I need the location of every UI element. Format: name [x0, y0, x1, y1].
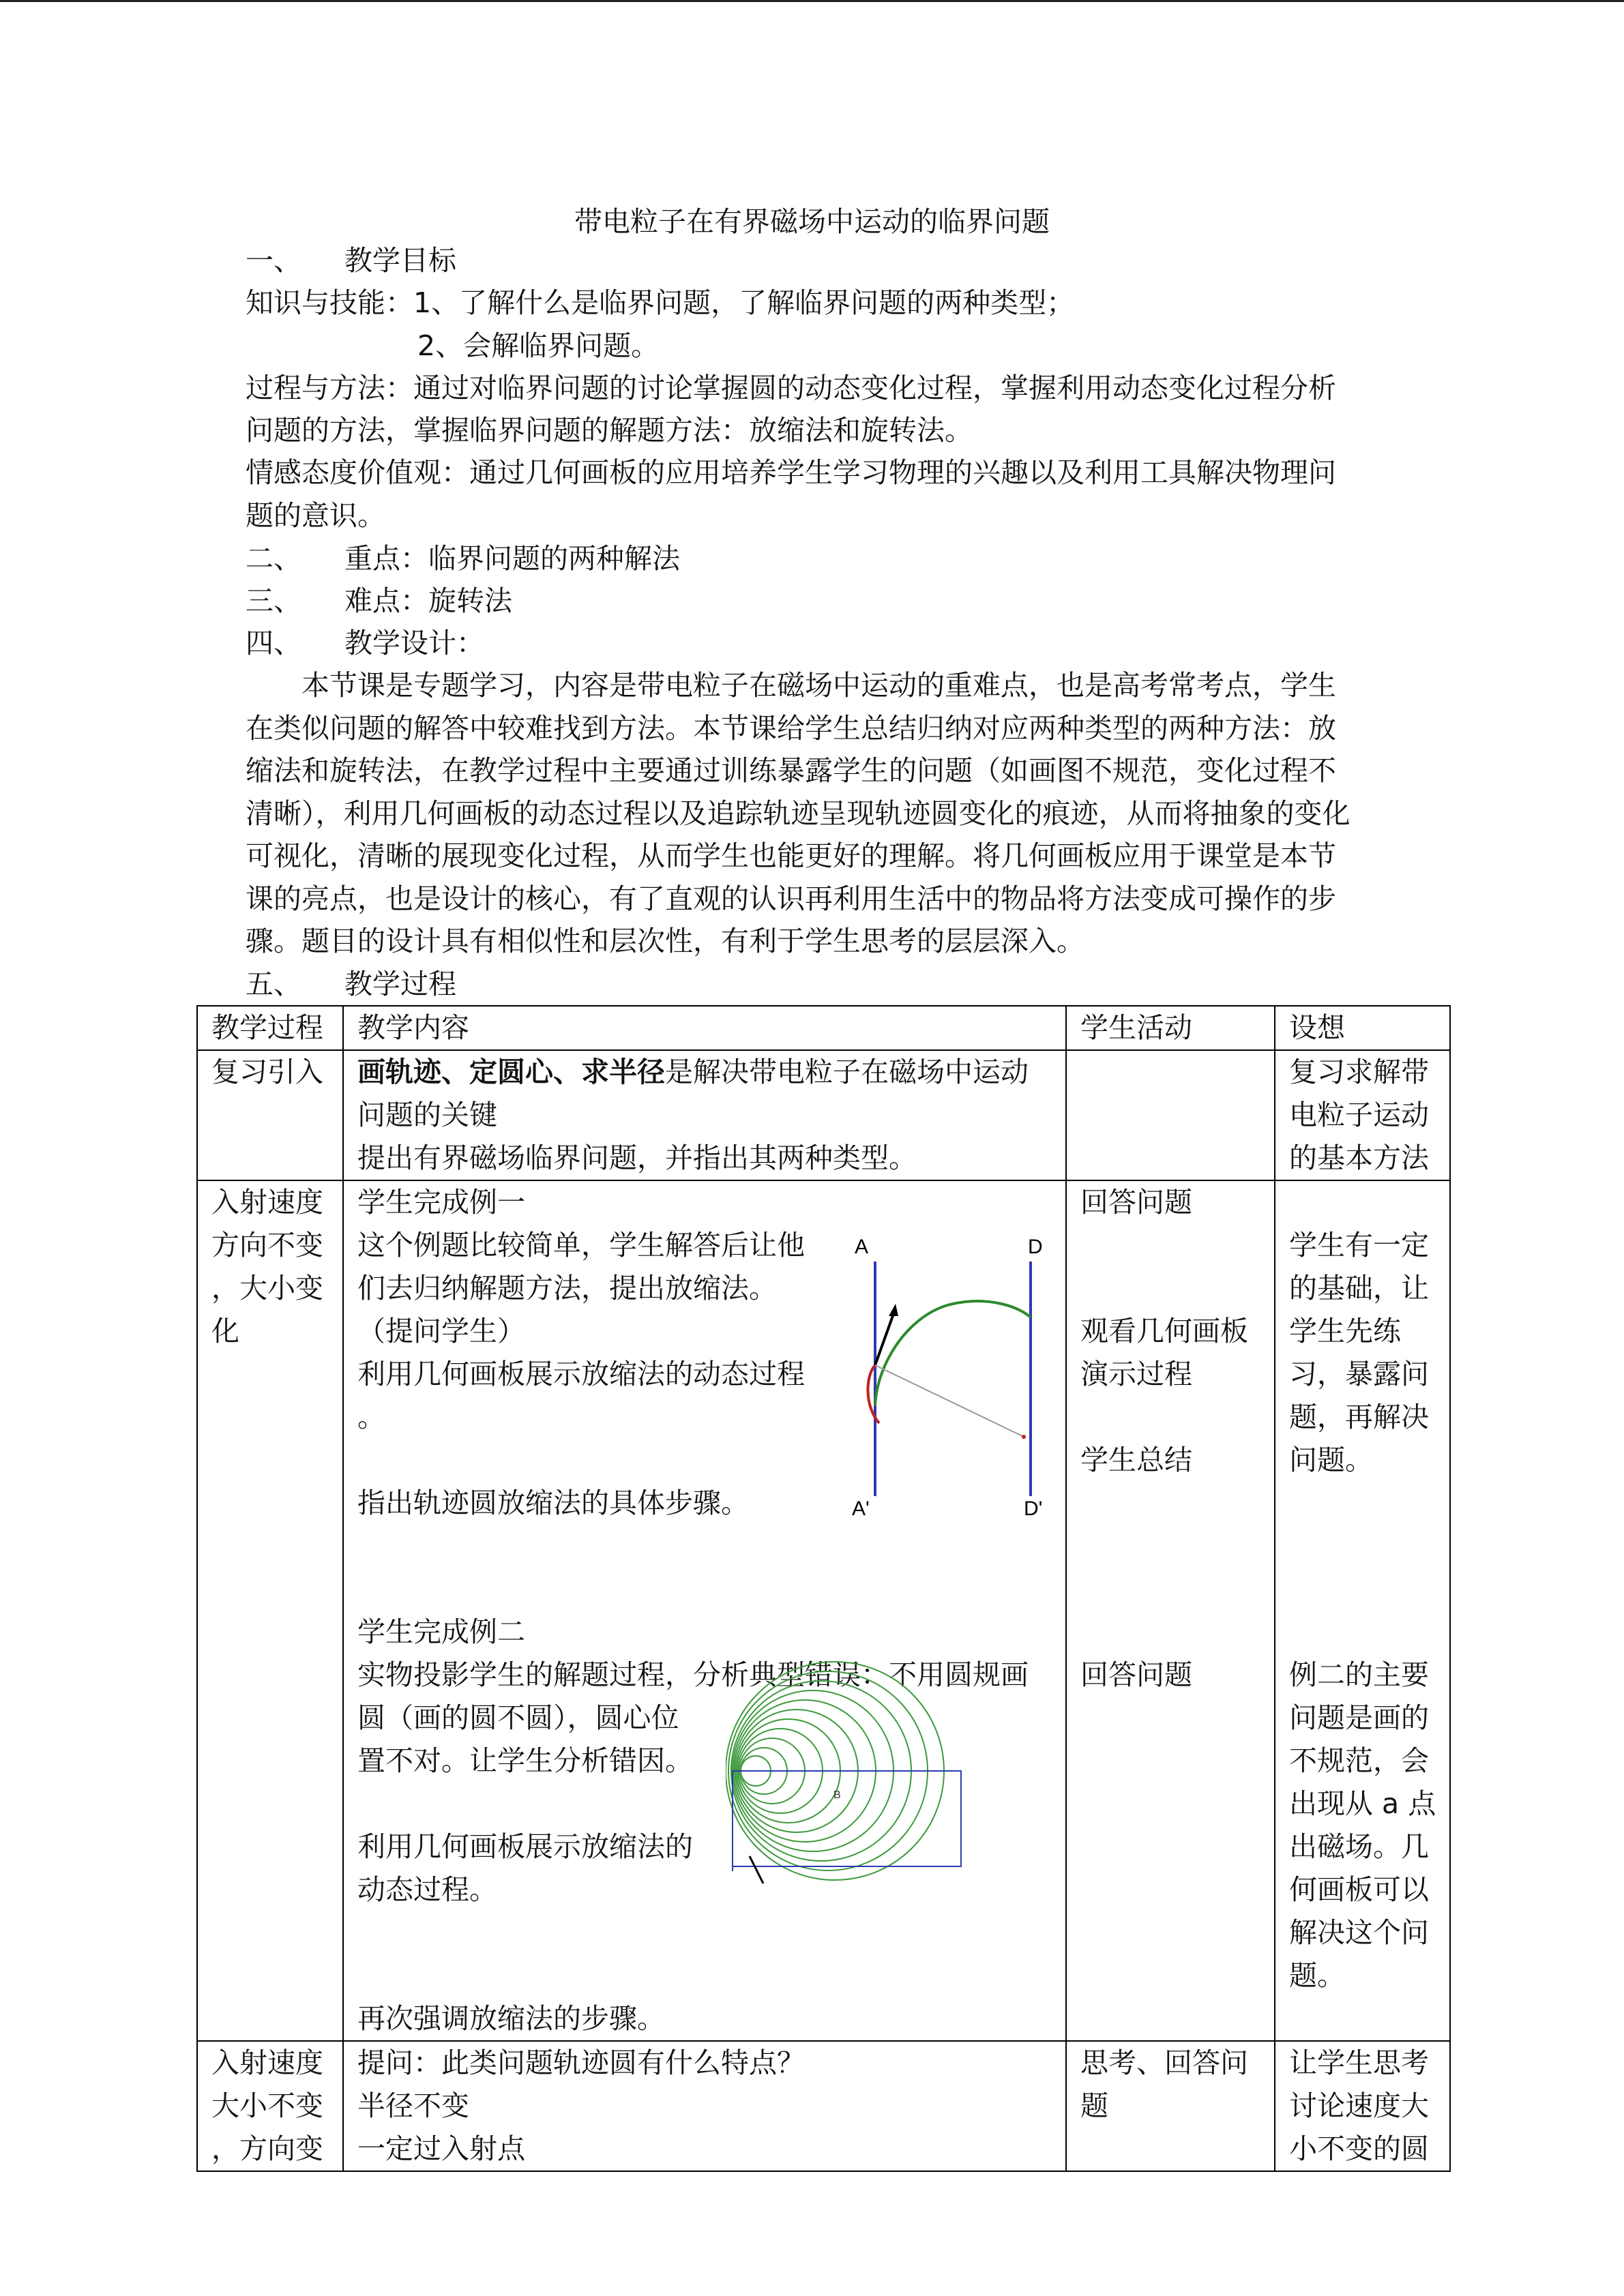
- design-line: 本节课是专题学习，内容是带电粒子在磁场中运动的重难点，也是高考常考点，学生: [301, 669, 1336, 702]
- page-title: 带电粒子在有界磁场中运动的临界问题: [574, 205, 1050, 238]
- table-row: [197, 1050, 1450, 1180]
- row2-content-line: 圆（画的圆不圆），圆心位: [357, 1701, 679, 1734]
- row1-idea: [1275, 1050, 1450, 1180]
- goal-knowledge-line-1: 知识与技能：1、了解什么是临界问题，了解临界问题的两种类型；: [246, 286, 1075, 319]
- row2-activity-line: [1080, 1525, 1263, 1568]
- table-row: [197, 1180, 1450, 2041]
- row2-activity-line: [1080, 1267, 1263, 1310]
- row2-idea-line: 学生有一定: [1289, 1229, 1429, 1262]
- row2-activity-line: 学生总结: [1080, 1444, 1192, 1476]
- row3-activity-line: 思考、回答问: [1080, 2046, 1248, 2079]
- row2-activity: [1066, 1180, 1275, 2041]
- row2-content-line: 们去归纳解题方法，提出放缩法。: [357, 1272, 777, 1304]
- label-b: B: [833, 1789, 841, 1801]
- row2-content-line: [357, 1911, 1054, 1954]
- goal-process-line-1: 过程与方法：通过对临界问题的讨论掌握圆的动态变化过程，掌握利用动态变化过程分析: [246, 372, 1336, 404]
- row1-idea-line: 的基本方法: [1289, 1142, 1429, 1174]
- row2-idea-line: 问题。: [1289, 1444, 1373, 1476]
- row2-activity-line: 回答问题: [1080, 1658, 1192, 1691]
- section-5-heading: 五、 教学过程: [246, 968, 456, 1000]
- row2-content-line: 这个例题比较简单，学生解答后让他: [357, 1229, 805, 1262]
- top-border: [0, 0, 1624, 2]
- row2-idea-line: [1289, 1482, 1438, 1525]
- row2-idea-line: 出现从 a 点: [1289, 1787, 1436, 1820]
- row2-content-line: 学生完成例一: [357, 1186, 525, 1219]
- row2-content-line: 置不对。让学生分析错因。: [357, 1744, 693, 1777]
- row2-content-line: [357, 1568, 1054, 1611]
- row2-content-line: [357, 1525, 1054, 1568]
- green-trajectory-arc: [875, 1301, 1031, 1406]
- row2-content-line: 再次强调放缩法的步骤。: [357, 2002, 665, 2035]
- row2-content-line: （提问学生）: [357, 1315, 525, 1347]
- goal-process-line-2: 问题的方法，掌握临界问题的解题方法：放缩法和旋转法。: [246, 414, 973, 447]
- row2-idea-line: [1289, 1525, 1438, 1568]
- goal-emotion-line-2: 题的意识。: [246, 499, 385, 532]
- example2-figure: [726, 1658, 971, 1887]
- row2-idea-line: 习，暴露问: [1289, 1358, 1429, 1390]
- row3-activity-line: 题: [1080, 2089, 1108, 2122]
- row3-stage-line: ，方向变: [211, 2132, 323, 2165]
- section-1-heading: 一、 教学目标: [246, 244, 456, 277]
- row1-text-line: 问题的关键: [357, 1099, 497, 1131]
- row1-idea-line: 电粒子运动: [1289, 1099, 1429, 1131]
- row2-content-line: 动态过程。: [357, 1873, 497, 1906]
- row2-activity-line: [1080, 1396, 1263, 1439]
- row2-activity-line: 回答问题: [1080, 1186, 1192, 1219]
- teaching-process-table: [196, 1005, 1451, 2172]
- row2-idea-line: 题。: [1289, 1959, 1345, 1992]
- row1-content: [343, 1050, 1066, 1180]
- row2-content-line: [357, 1954, 1054, 1997]
- row2-idea-line: [1289, 1568, 1438, 1611]
- row2-activity-line: [1080, 1224, 1263, 1267]
- radius-line: [875, 1365, 1024, 1437]
- row3-content-line: 半径不变: [357, 2089, 469, 2122]
- label-a-prime: A': [852, 1497, 870, 1515]
- row2-stage: [197, 1180, 343, 2041]
- row2-content: [343, 1180, 1066, 2041]
- row2-content-line: 学生完成例二: [357, 1615, 525, 1648]
- center-point: [1022, 1435, 1026, 1439]
- table-header-row: [197, 1006, 1450, 1050]
- row2-stage-line: 化: [211, 1315, 239, 1347]
- design-line: 在类似问题的解答中较难找到方法。本节课给学生总结归纳对应两种类型的两种方法：放: [246, 711, 1336, 745]
- header-stage: 教学过程: [197, 1006, 343, 1050]
- row2-idea-line: 题，再解决: [1289, 1401, 1429, 1433]
- row2-content-line: 利用几何画板展示放缩法的动态过程: [357, 1358, 805, 1390]
- row2-idea: [1275, 1180, 1450, 2041]
- label-d: D: [1028, 1236, 1043, 1258]
- row2-idea-line: 问题是画的: [1289, 1701, 1429, 1734]
- header-content: 教学内容: [343, 1006, 1066, 1050]
- row3-content: [343, 2041, 1066, 2171]
- design-line: 课的亮点，也是设计的核心，有了直观的认识再利用生活中的物品将方法变成可操作的步: [246, 882, 1336, 915]
- row2-idea-line: 学生先练: [1289, 1315, 1401, 1347]
- row3-stage-line: 大小不变: [211, 2089, 323, 2122]
- row2-idea-line: 解决这个问: [1289, 1916, 1429, 1949]
- row1-activity: [1066, 1050, 1275, 1180]
- section-3-heading: 三、 难点：旋转法: [246, 584, 512, 617]
- section-4-heading: 四、 教学设计：: [246, 627, 484, 659]
- row3-content-line: 一定过入射点: [357, 2132, 525, 2165]
- row2-idea-line: 例二的主要: [1289, 1658, 1429, 1691]
- row2-idea-line: 的基础，让: [1289, 1272, 1429, 1304]
- label-d-prime: D': [1024, 1497, 1043, 1515]
- header-idea: 设想: [1275, 1006, 1450, 1050]
- row2-activity-line: [1080, 1611, 1263, 1654]
- row2-activity-line: 演示过程: [1080, 1358, 1192, 1390]
- row2-stage-line: 入射速度: [211, 1186, 323, 1219]
- row2-activity-line: [1080, 1568, 1263, 1611]
- row3-idea-line: 讨论速度大: [1289, 2089, 1429, 2122]
- row2-content-line: 指出轨迹圆放缩法的具体步骤。: [357, 1487, 749, 1519]
- velocity-arrow: [875, 1312, 894, 1365]
- label-a: A: [855, 1236, 869, 1258]
- row2-idea-line: 何画板可以: [1289, 1873, 1429, 1906]
- row2-idea-line: [1289, 1611, 1438, 1654]
- row3-activity: [1066, 2041, 1275, 2171]
- row3-stage: [197, 2041, 343, 2171]
- row3-stage-line: 入射速度: [211, 2046, 323, 2079]
- row2-stage-line: ，大小变: [211, 1272, 323, 1304]
- row2-activity-line: 观看几何画板: [1080, 1315, 1248, 1347]
- example1-figure: [852, 1229, 1066, 1515]
- row2-idea-line: 出磁场。几: [1289, 1830, 1429, 1863]
- row2-content-line: 。: [357, 1401, 385, 1433]
- row2-content-line: 利用几何画板展示放缩法的: [357, 1830, 693, 1863]
- table-row: [197, 2041, 1450, 2171]
- row3-idea-line: 让学生思考: [1289, 2046, 1429, 2079]
- row1-bold-text: 画轨迹、定圆心、求半径: [357, 1056, 665, 1088]
- row3-idea: [1275, 2041, 1450, 2171]
- velocity-arrow: [750, 1856, 763, 1883]
- goal-knowledge-line-2: 2、会解临界问题。: [417, 329, 660, 362]
- design-line: 清晰），利用几何画板的动态过程以及追踪轨迹呈现轨迹圆变化的痕迹，从而将抽象的变化: [246, 796, 1350, 830]
- row2-stage-line: 方向不变: [211, 1229, 323, 1262]
- arrow-head: [889, 1304, 898, 1316]
- row2-idea-line: 不规范，会: [1289, 1744, 1429, 1777]
- design-line: 骤。题目的设计具有相似性和层次性，有利于学生思考的层层深入。: [246, 925, 1084, 957]
- header-activity: 学生活动: [1066, 1006, 1275, 1050]
- row3-idea-line: 小不变的圆: [1289, 2132, 1429, 2165]
- row2-content-line: 实物投影学生的解题过程，分析典型错误：不用圆规画: [357, 1658, 1029, 1691]
- row3-content-line: 提问：此类问题轨迹圆有什么特点？: [357, 2046, 805, 2079]
- row2-activity-line: [1080, 1482, 1263, 1525]
- row1-stage: 复习引入: [197, 1050, 343, 1180]
- design-line: 可视化，清晰的展现变化过程，从而学生也能更好的理解。将几何画板应用于课堂是本节: [246, 839, 1336, 872]
- row1-text-line: 提出有界磁场临界问题，并指出其两种类型。: [357, 1142, 917, 1174]
- row1-text: 是解决带电粒子在磁场中运动: [665, 1056, 1029, 1088]
- design-paragraph: [246, 664, 1378, 963]
- design-line: 缩法和旋转法，在教学过程中主要通过训练暴露学生的问题（如画图不规范，变化过程不: [246, 754, 1336, 787]
- row2-idea-line: [1289, 1181, 1438, 1224]
- goal-emotion-line-1: 情感态度价值观：通过几何画板的应用培养学生学习物理的兴趣以及利用工具解决物理问: [246, 456, 1336, 489]
- row1-idea-line: 复习求解带: [1289, 1056, 1429, 1088]
- section-2-heading: 二、 重点：临界问题的两种解法: [246, 542, 680, 575]
